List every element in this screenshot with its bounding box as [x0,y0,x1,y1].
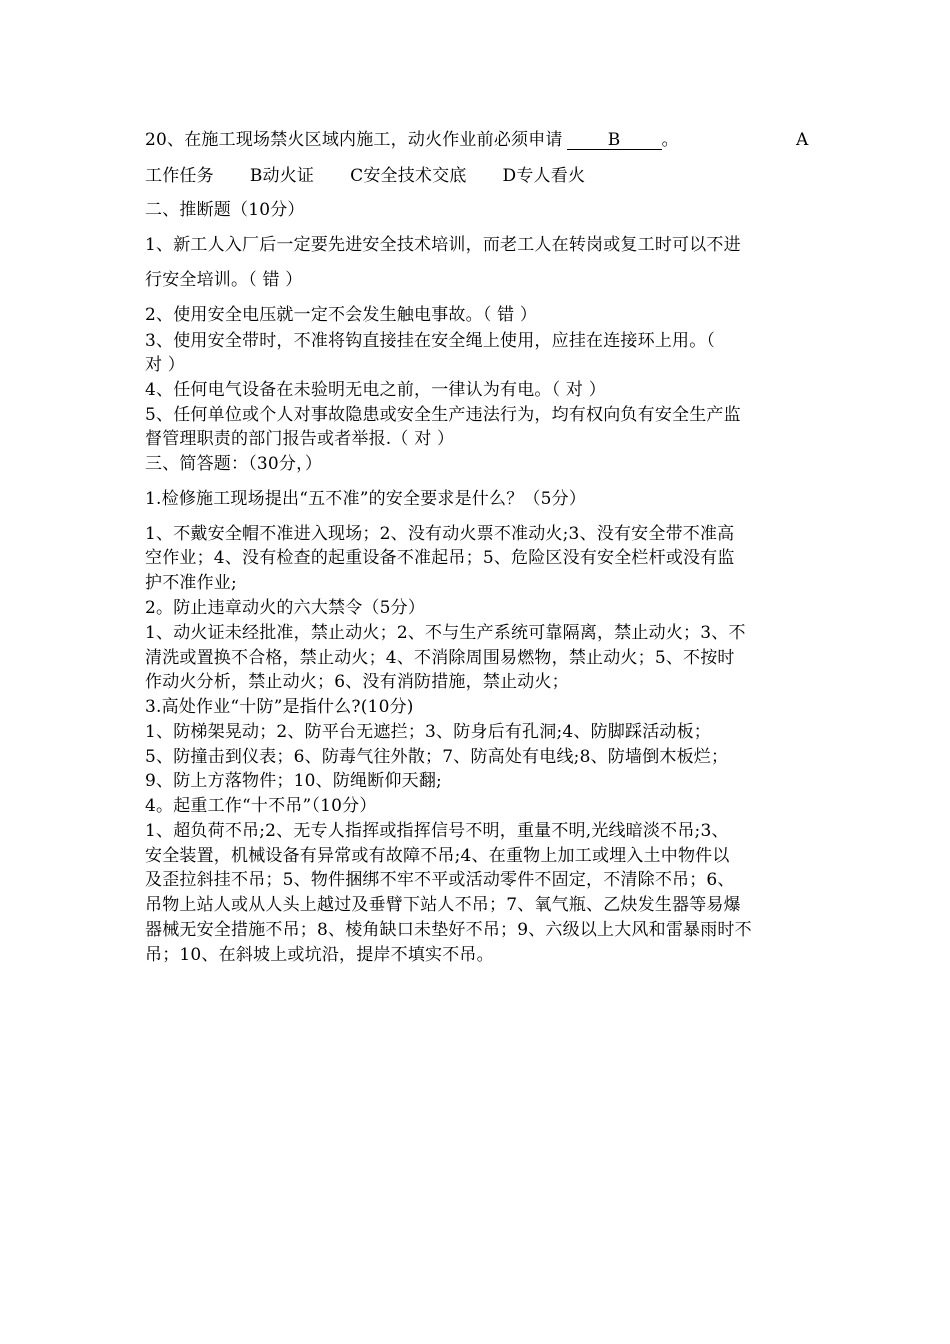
section-3-title: 三、简答题：（30分，） [145,454,323,474]
question-20-tail: 。 [661,130,679,150]
option-a: 工作任务 [145,166,214,186]
judgment-line: 1、新工人入厂后一定要先进安全技术培训，而老工人在转岗或复工时可以不进 [145,235,741,255]
judgment-line: 4、任何电气设备在未验明无电之前，一律认为有电。（ 对 ） [145,380,606,400]
section-2-title: 二、推断题（10分） [145,200,305,220]
option-a-letter: A [796,130,809,150]
answer-line: 安全装置，机械设备有异常或有故障不吊;4、在重物上加工或埋入土中物件以 [145,846,730,866]
judgment-line: 督管理职责的部门报告或者举报.（ 对 ） [145,429,455,449]
answer-line: 9、防上方落物件；10、防绳断仰天翻; [145,771,442,791]
answer-line: 器械无安全措施不吊；8、棱角缺口未垫好不吊；9、六级以上大风和雷暴雨时不 [145,920,752,940]
answer-line: 2。防止违章动火的六大禁令（5分） [145,598,426,618]
answer-line: 及歪拉斜挂不吊；5、物件捆绑不牢不平或活动零件不固定，不清除不吊；6、 [145,870,735,890]
question-20-text: 20、在施工现场禁火区域内施工，动火作业前必须申请 [145,130,563,150]
answer-line: 1、不戴安全帽不准进入现场；2、没有动火票不准动火;3、没有安全带不准高 [145,524,735,544]
answer-line: 3.高处作业“十防”是指什么?(10分) [145,697,414,717]
answer-line: 空作业；4、没有检查的起重设备不准起吊；5、危险区没有安全栏杆或没有监 [145,548,735,568]
judgment-line: 3、使用安全带时，不准将钩直接挂在安全绳上使用，应挂在连接环上用。（ [145,331,716,351]
question-20-options [145,164,810,188]
judgment-line: 行安全培训。（ 错 ） [145,270,303,290]
option-b: B动火证 [249,166,315,186]
option-d: D专人看火 [502,166,586,186]
answer-line: 吊物上站人或从人头上越过及垂臂下站人不吊；7、氧气瓶、乙炔发生器等易爆 [145,895,741,915]
option-c: C安全技术交底 [350,166,467,186]
answer-line: 1.检修施工现场提出“五不准”的安全要求是什么？（5分） [145,489,587,509]
answer-line: 作动火分析，禁止动火；6、没有消防措施，禁止动火； [145,672,569,692]
answer-line: 1、动火证未经批准，禁止动火；2、不与生产系统可靠隔离，禁止动火；3、不 [145,623,746,643]
answer-line: 5、防撞击到仪表；6、防毒气往外散；7、防高处有电线;8、防墙倒木板烂； [145,747,729,767]
answer-line: 清洗或置换不合格，禁止动火；4、不消除周围易燃物，禁止动火；5、不按时 [145,648,735,668]
judgment-line: 5、任何单位或个人对事故隐患或安全生产违法行为，均有权向负有安全生产监 [145,405,741,425]
judgment-line: 2、使用安全电压就一定不会发生触电事故。（ 错 ） [145,305,538,325]
judgment-line: 对 ） [145,355,186,375]
answer-blank: B [567,131,662,150]
answer-line: 吊；10、在斜坡上或坑沿，提岸不填实不吊。 [145,945,494,965]
answer-line: 1、超负荷不吊;2、无专人指挥或指挥信号不明，重量不明,光线暗淡不吊;3、 [145,821,729,841]
answer-line: 4。起重工作“十不吊”（10分） [145,796,377,816]
answer-line: 护不准作业; [145,573,237,593]
question-20-stem [145,128,810,152]
answer-line: 1、防梯架晃动；2、防平台无遮拦；3、防身后有孔洞;4、防脚踩活动板； [145,722,711,742]
